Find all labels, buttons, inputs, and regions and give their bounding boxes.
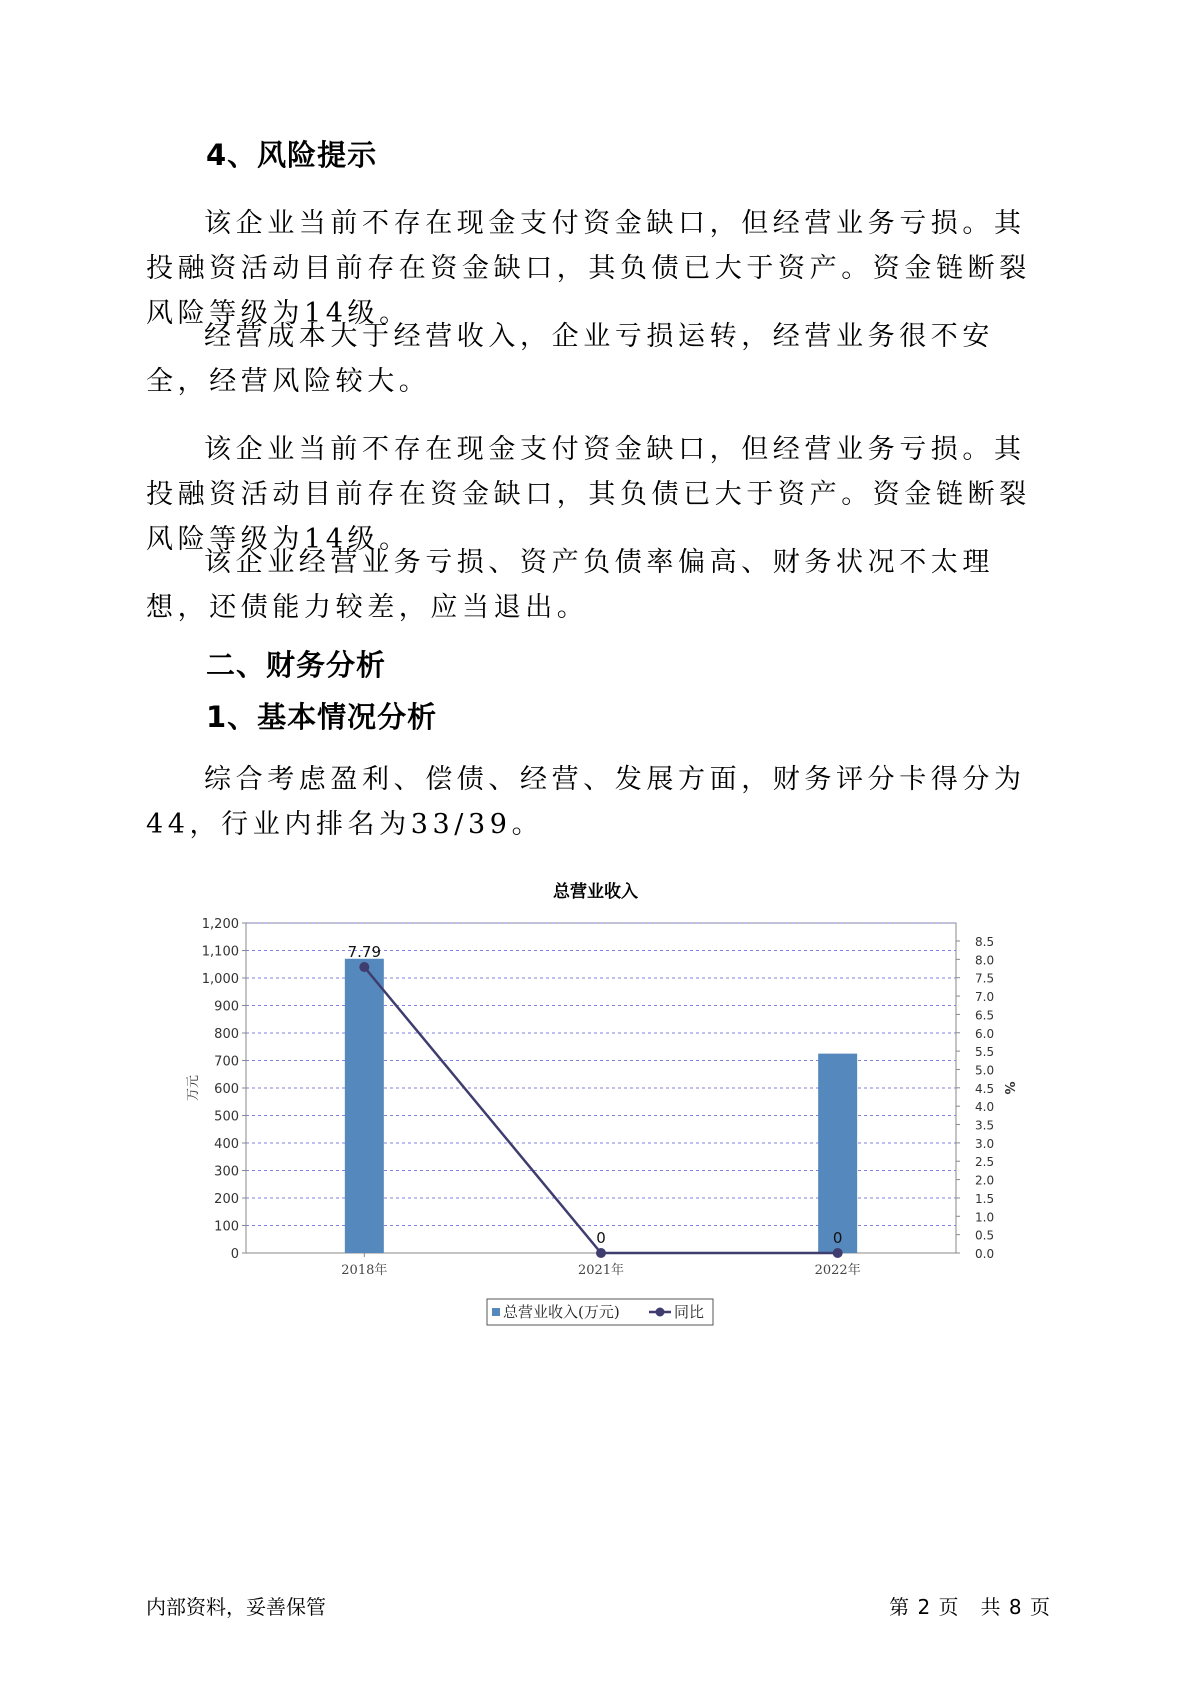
point-yoy bbox=[833, 1248, 843, 1258]
y-tick-label: 300 bbox=[214, 1164, 239, 1180]
y-tick-label: 700 bbox=[214, 1054, 239, 1070]
y2-tick-label: 8.0 bbox=[975, 953, 995, 968]
y-tick-label: 0 bbox=[230, 1247, 239, 1262]
risk-heading: 4、风险提示 bbox=[206, 138, 378, 172]
y2-tick-label: 6.5 bbox=[975, 1008, 995, 1023]
y-tick-label: 900 bbox=[214, 999, 239, 1015]
y2-tick-label: 4.5 bbox=[975, 1081, 995, 1096]
point-yoy bbox=[596, 1248, 606, 1258]
data-label-yoy: 0 bbox=[832, 1229, 843, 1247]
data-label-yoy: 0 bbox=[596, 1229, 606, 1247]
y2-tick-label: 2.5 bbox=[975, 1155, 995, 1170]
footer-page-number: 第 2 页 共 8 页 bbox=[889, 1595, 1051, 1619]
chart-title: 总营业收入 bbox=[553, 882, 638, 902]
y-tick-label: 100 bbox=[214, 1219, 239, 1235]
y2-tick-label: 2.0 bbox=[975, 1173, 995, 1188]
footer-confidential: 内部资料，妥善保管 bbox=[146, 1595, 326, 1619]
bar-revenue bbox=[818, 1054, 857, 1253]
y-tick-label: 600 bbox=[214, 1082, 239, 1097]
y-tick-label: 400 bbox=[214, 1137, 239, 1152]
risk-paragraph: 该企业经营业务亏损、资产负债率偏高、财务状况不太理想，还债能力较差，应当退出。 bbox=[146, 547, 994, 623]
risk-paragraph: 该企业当前不存在现金支付资金缺口，但经营业务亏损。其投融资活动目前存在资金缺口，其负债已大于资产。资金链断裂风险等级为14级。 bbox=[146, 208, 1031, 329]
y-tick-label: 200 bbox=[214, 1192, 239, 1207]
y2-tick-label: 0.5 bbox=[975, 1228, 995, 1243]
risk-paragraph: 经营成本大于经营收入，企业亏损运转，经营业务很不安全，经营风险较大。 bbox=[146, 321, 994, 397]
y2-tick-label: 5.0 bbox=[975, 1063, 995, 1078]
y-tick-label: 500 bbox=[214, 1109, 239, 1125]
y2-tick-label: 5.5 bbox=[975, 1045, 995, 1060]
y-tick-label: 1,000 bbox=[201, 972, 239, 987]
risk-paragraph: 该企业当前不存在现金支付资金缺口，但经营业务亏损。其投融资活动目前存在资金缺口，其负债已大于资产。资金链断裂风险等级为14级。 bbox=[146, 434, 1031, 555]
legend-marker-yoy bbox=[656, 1308, 665, 1317]
y2-tick-label: 1.0 bbox=[975, 1210, 995, 1225]
y2-tick-label: 7.0 bbox=[975, 990, 995, 1005]
basic-paragraph: 综合考虑盈利、偿债、经营、发展方面，财务评分卡得分为44，行业内排名为33/39。 bbox=[146, 764, 1026, 840]
legend-label-yoy: 同比 bbox=[674, 1303, 705, 1321]
legend-swatch-revenue bbox=[492, 1308, 500, 1316]
y2-tick-label: 3.5 bbox=[975, 1118, 995, 1133]
y-tick-label: 1,100 bbox=[201, 944, 239, 960]
finance-heading: 二、财务分析 bbox=[206, 648, 387, 682]
x-tick-label: 2018年 bbox=[341, 1263, 388, 1278]
x-tick-label: 2021年 bbox=[577, 1263, 625, 1278]
y-tick-label: 800 bbox=[214, 1027, 239, 1042]
y2-tick-label: 3.0 bbox=[975, 1136, 995, 1151]
legend-label-revenue: 总营业收入(万元) bbox=[503, 1303, 620, 1321]
x-tick-label: 2022年 bbox=[814, 1263, 861, 1278]
y2-tick-label: 8.5 bbox=[975, 935, 995, 949]
bar-revenue bbox=[345, 959, 384, 1253]
y2-tick-label: 4.0 bbox=[975, 1100, 995, 1115]
y2-axis-label: % bbox=[1001, 1081, 1016, 1095]
data-label-yoy: 7.79 bbox=[347, 943, 382, 962]
y2-tick-label: 7.5 bbox=[975, 971, 995, 986]
y2-tick-label: 6.0 bbox=[975, 1026, 995, 1041]
basic-heading: 1、基本情况分析 bbox=[206, 700, 438, 734]
y2-tick-label: 1.5 bbox=[975, 1191, 995, 1206]
y-tick-label: 1,200 bbox=[201, 917, 239, 932]
y2-tick-label: 0.0 bbox=[975, 1247, 995, 1261]
y-axis-label: 万元 bbox=[186, 1074, 201, 1102]
point-yoy bbox=[359, 962, 369, 972]
